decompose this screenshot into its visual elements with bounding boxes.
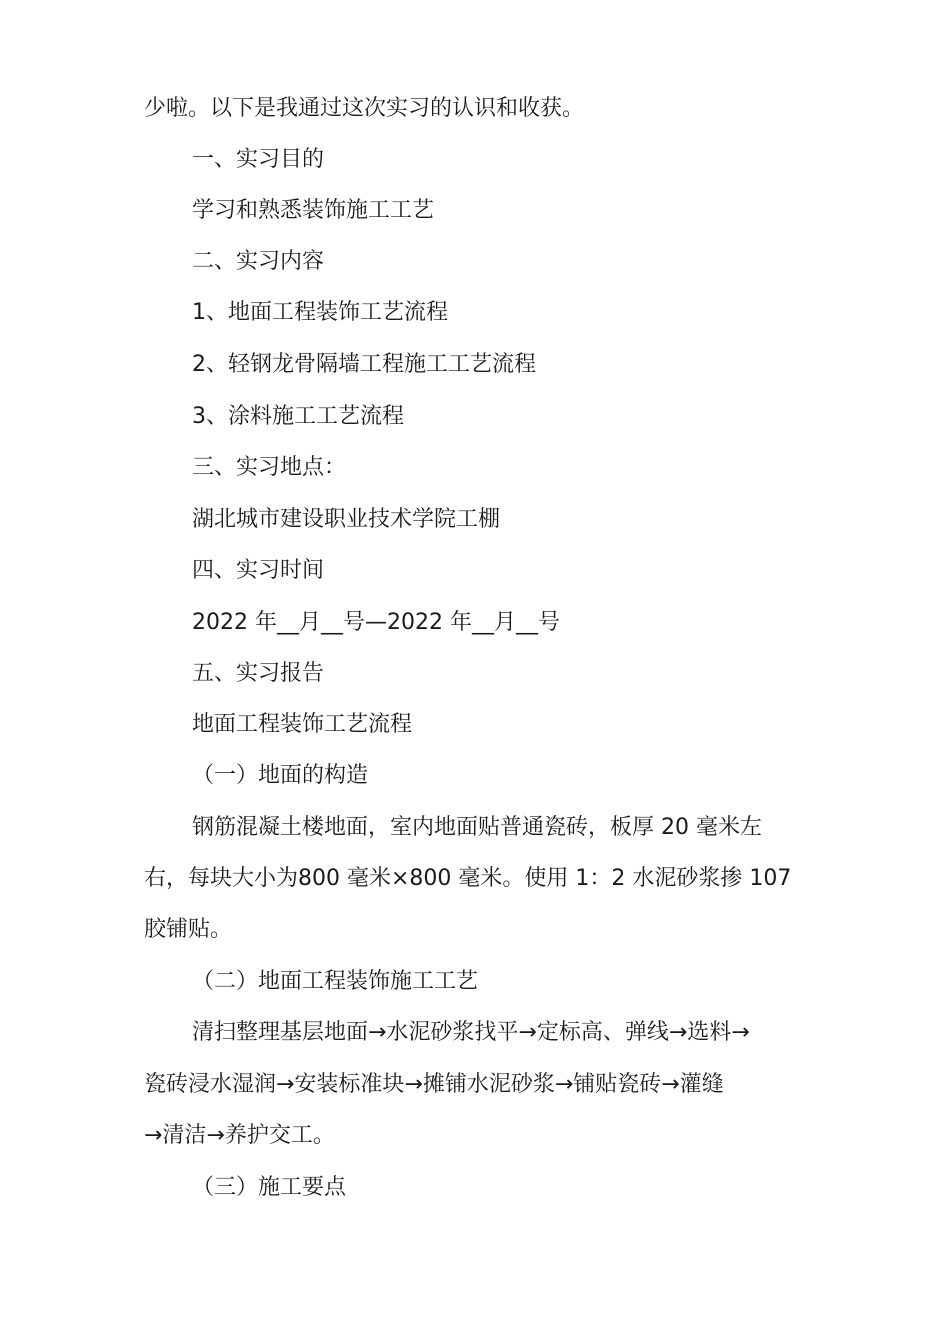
report-title: 地面工程装饰工艺流程	[192, 712, 413, 737]
structure-text-line-2: 右，每块大小为800 毫米×800 毫米。使用 1：2 水泥砂浆掺 107	[144, 866, 792, 891]
subheading-structure: （一）地面的构造	[192, 763, 369, 788]
heading-location: 三、实习地点：	[192, 455, 347, 480]
content-item-2: 2、轻钢龙骨隔墙工程施工工艺流程	[192, 352, 536, 377]
structure-text-line-1: 钢筋混凝土楼地面，室内地面贴普通瓷砖，板厚 20 毫米左	[192, 815, 762, 840]
paragraph-continuation: 少啦。以下是我通过这次实习的认识和收获。	[144, 96, 585, 121]
process-text-line-1: 清扫整理基层地面→水泥砂浆找平→定标高、弹线→选料→	[192, 1020, 750, 1045]
process-text-line-2: 瓷砖浸水湿润→安装标准块→摊铺水泥砂浆→铺贴瓷砖→灌缝	[144, 1072, 724, 1097]
heading-purpose: 一、实习目的	[192, 147, 325, 172]
heading-content: 二、实习内容	[192, 249, 325, 274]
subheading-key-points: （三）施工要点	[192, 1175, 347, 1200]
text-location: 湖北城市建设职业技术学院工棚	[192, 507, 501, 532]
heading-time: 四、实习时间	[192, 558, 325, 583]
text-purpose: 学习和熟悉装饰施工工艺	[192, 198, 435, 223]
subheading-process: （二）地面工程装饰施工工艺	[192, 969, 479, 994]
heading-report: 五、实习报告	[192, 661, 325, 686]
text-time: 2022 年__月__号—2022 年__月__号	[192, 610, 560, 635]
content-item-1: 1、地面工程装饰工艺流程	[192, 300, 448, 325]
structure-text-line-3: 胶铺贴。	[144, 917, 233, 942]
process-text-line-3: →清洁→养护交工。	[144, 1123, 335, 1148]
content-item-3: 3、涂料施工工艺流程	[192, 404, 404, 429]
